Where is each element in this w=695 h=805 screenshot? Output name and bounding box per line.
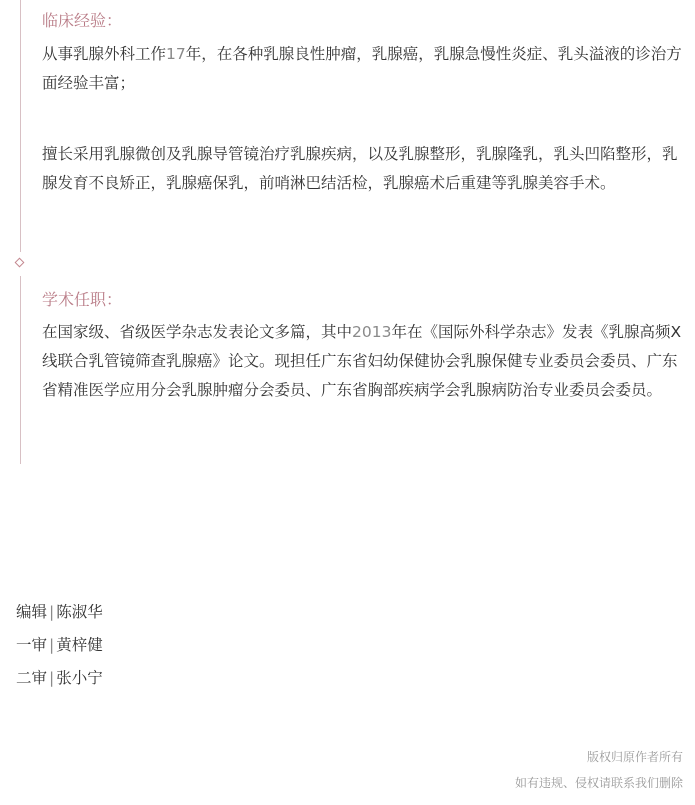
- credit-first-review: [16, 635, 103, 655]
- academic-positions-title: 学术任职：: [42, 290, 123, 309]
- credit-separator: |: [49, 603, 55, 621]
- clinical-p1-text-b: 年，在各种乳腺良性肿瘤，乳腺癌，乳腺急慢性炎症、乳头溢液的诊治方面经验丰富；: [42, 45, 682, 92]
- timeline-line-top: [20, 0, 21, 252]
- clinical-paragraph-2: 擅长采用乳腺微创及乳腺导管镜治疗乳腺疾病，以及乳腺整形，乳腺隆乳，乳头凹陷整形，乳腺发育不良矫正，乳腺癌保乳，前哨淋巴结活检，乳腺癌术后重建等乳腺美容手术。: [42, 145, 678, 192]
- diamond-icon: [15, 258, 25, 268]
- copyright-note: 版权归原作者所有: [586, 750, 683, 764]
- clinical-p1-text-a: 从事乳腺外科工作: [42, 45, 167, 63]
- credit-name: 黄梓健: [56, 636, 103, 654]
- infringement-contact-note: 如有违规、侵权请联系我们删除: [514, 776, 683, 790]
- academic-text-a: 在国家级、省级医学杂志发表论文多篇，其中: [42, 323, 353, 341]
- credit-name: 陈淑华: [56, 603, 103, 621]
- academic-year: 2013: [352, 323, 392, 341]
- credit-separator: |: [49, 636, 55, 654]
- clinical-experience-title: 临床经验：: [42, 11, 123, 30]
- credit-role: 二审: [16, 669, 48, 687]
- clinical-paragraph-1: [42, 40, 687, 98]
- credit-name: 张小宁: [56, 669, 103, 687]
- timeline-line-bottom: [20, 276, 21, 464]
- academic-text-b: 年在《国际外科学杂志》发表《乳腺高频X线联合乳管镜筛查乳腺癌》论文。现担任广东省妇幼保健协会乳腺保健专业委员会委员、广东省精准医学应用分会乳腺肿瘤分会委员、广东省胸部疾病学会乳腺病防治专业委员会委员。: [42, 323, 682, 399]
- credit-role: 一审: [16, 636, 48, 654]
- academic-paragraph: [42, 318, 687, 405]
- credit-second-review: [16, 668, 103, 688]
- credit-role: 编辑: [16, 603, 48, 621]
- credit-editor: [16, 602, 103, 622]
- clinical-p1-years: 17: [166, 45, 186, 63]
- credit-separator: |: [49, 669, 55, 687]
